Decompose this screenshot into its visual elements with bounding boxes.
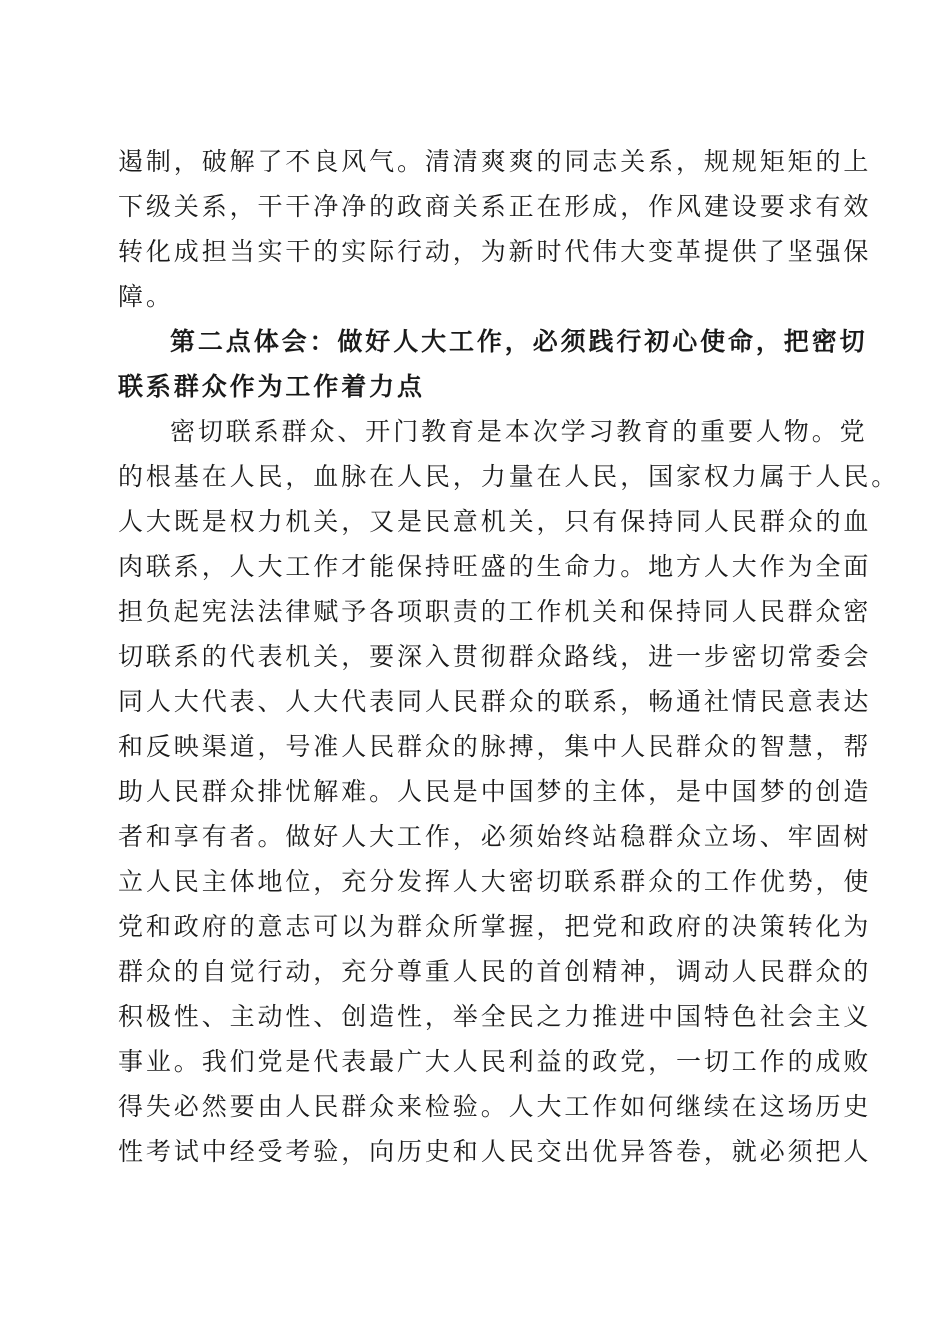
paragraph-1-line-1: 遏制，破解了不良风气。清清爽爽的同志关系，规规矩矩的上 [118,147,872,176]
paragraph-2-line-14: 积极性、主动性、创造性，举全民之力推进中国特色社会主义 [118,1002,872,1031]
paragraph-2-line-13: 群众的自觉行动，充分尊重人民的首创精神，调动人民群众的 [118,957,872,986]
paragraph-2-line-12: 党和政府的意志可以为群众所掌握，把党和政府的决策转化为 [118,912,872,941]
paragraph-2-line-15: 事业。我们党是代表最广大人民利益的政党，一切工作的成败 [118,1047,872,1076]
paragraph-2-line-3: 人大既是权力机关，又是民意机关，只有保持同人民群众的血 [118,507,872,536]
section-heading-line-1: 第二点体会：做好人大工作，必须践行初心使命，把密切 [170,327,868,356]
paragraph-1-line-4: 障。 [118,282,174,311]
paragraph-2-line-4: 肉联系，人大工作才能保持旺盛的生命力。地方人大作为全面 [118,552,872,581]
paragraph-2-line-8: 和反映渠道，号准人民群众的脉搏，集中人民群众的智慧，帮 [118,732,872,761]
paragraph-2-line-5: 担负起宪法法律赋予各项职责的工作机关和保持同人民群众密 [118,597,872,626]
paragraph-2-line-9: 助人民群众排忧解难。人民是中国梦的主体，是中国梦的创造 [118,777,872,806]
paragraph-2-line-1: 密切联系群众、开门教育是本次学习教育的重要人物。党 [170,417,868,446]
paragraph-2-line-10: 者和享有者。做好人大工作，必须始终站稳群众立场、牢固树 [118,822,872,851]
section-heading-line-2: 联系群众作为工作着力点 [118,372,425,401]
paragraph-2-line-11: 立人民主体地位，充分发挥人大密切联系群众的工作优势，使 [118,867,872,896]
paragraph-2-line-6: 切联系的代表机关，要深入贯彻群众路线，进一步密切常委会 [118,642,872,671]
paragraph-1-line-2: 下级关系，干干净净的政商关系正在形成，作风建设要求有效 [118,192,872,221]
paragraph-2-line-2: 的根基在人民，血脉在人民，力量在人民，国家权力属于人民。 [118,462,900,491]
paragraph-2-line-16: 得失必然要由人民群众来检验。人大工作如何继续在这场历史 [118,1092,872,1121]
paragraph-2-line-7: 同人大代表、人大代表同人民群众的联系，畅通社情民意表达 [118,687,872,716]
paragraph-1-line-3: 转化成担当实干的实际行动，为新时代伟大变革提供了坚强保 [118,237,872,266]
paragraph-2-line-17: 性考试中经受考验，向历史和人民交出优异答卷，就必须把人 [118,1137,872,1166]
